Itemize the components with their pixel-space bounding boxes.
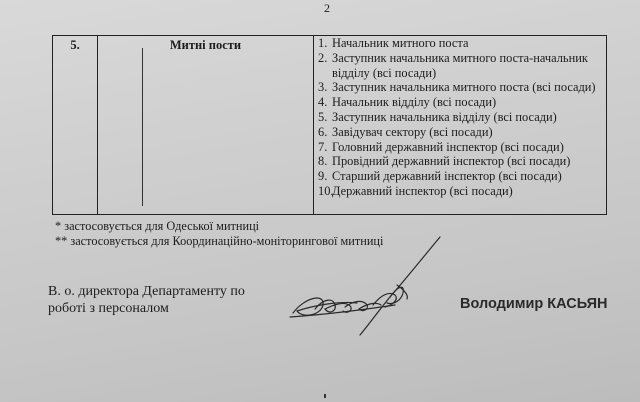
list-item xyxy=(318,184,606,199)
item-text: Начальник митного поста xyxy=(332,36,469,50)
signer-title-line-2: роботі з персоналом xyxy=(48,301,169,316)
item-text: Начальник відділу (всі посади) xyxy=(332,95,497,110)
item-number: 9. xyxy=(318,169,328,184)
list-item xyxy=(318,169,606,184)
item-number: 7. xyxy=(318,139,328,154)
list-item xyxy=(318,95,606,110)
inner-border-line xyxy=(142,48,143,206)
signer-title xyxy=(48,283,245,317)
list-item xyxy=(318,140,606,155)
handwritten-signature xyxy=(285,235,445,345)
item-text: Старший державний інспектор (всі посади) xyxy=(332,169,562,184)
footnote-coordination: ** застосовується для Координаційно-моніторингової митниці xyxy=(55,234,384,248)
item-number: 8. xyxy=(318,154,328,169)
list-item xyxy=(318,36,606,51)
positions-list xyxy=(314,36,606,199)
list-item xyxy=(318,80,606,95)
item-number: 3. xyxy=(318,80,328,95)
item-number: 6. xyxy=(318,124,328,139)
item-number: 4. xyxy=(318,95,328,110)
row-name-cell xyxy=(98,36,314,215)
item-text: Головний державний інспектор (всі посади) xyxy=(332,139,564,154)
item-text: Заступник начальника митного поста-начальник відділу (всі посади) xyxy=(332,50,588,80)
item-number: 1. xyxy=(318,36,328,50)
item-text: Заступник начальника митного поста (всі посади) xyxy=(332,80,596,95)
list-item xyxy=(318,110,606,125)
row-name: Митні пости xyxy=(169,38,242,52)
signer-title-line-1: В. о. директора Департаменту по xyxy=(48,284,245,299)
item-number: 10. xyxy=(318,183,334,198)
list-item xyxy=(318,51,606,81)
positions-cell xyxy=(314,36,607,215)
item-text: Заступник начальника відділу (всі посади) xyxy=(332,109,557,124)
item-number: 5. xyxy=(318,109,328,124)
list-item xyxy=(318,125,606,140)
row-number: 5. xyxy=(53,36,98,215)
item-text: Провідний державний інспектор (всі посади) xyxy=(332,154,571,169)
item-text: Завідувач сектору (всі посади) xyxy=(332,124,493,139)
list-item xyxy=(318,154,606,169)
table-row xyxy=(53,36,607,215)
footnote-odesa: * застосовується для Одеської митниці xyxy=(55,219,260,233)
item-number: 2. xyxy=(318,50,328,65)
positions-table xyxy=(52,35,607,215)
item-text: Державний інспектор (всі посади) xyxy=(332,183,513,198)
scan-mark xyxy=(324,394,326,398)
signer-name: Володимир КАСЬЯН xyxy=(460,296,608,312)
page-number: 2 xyxy=(324,1,330,15)
